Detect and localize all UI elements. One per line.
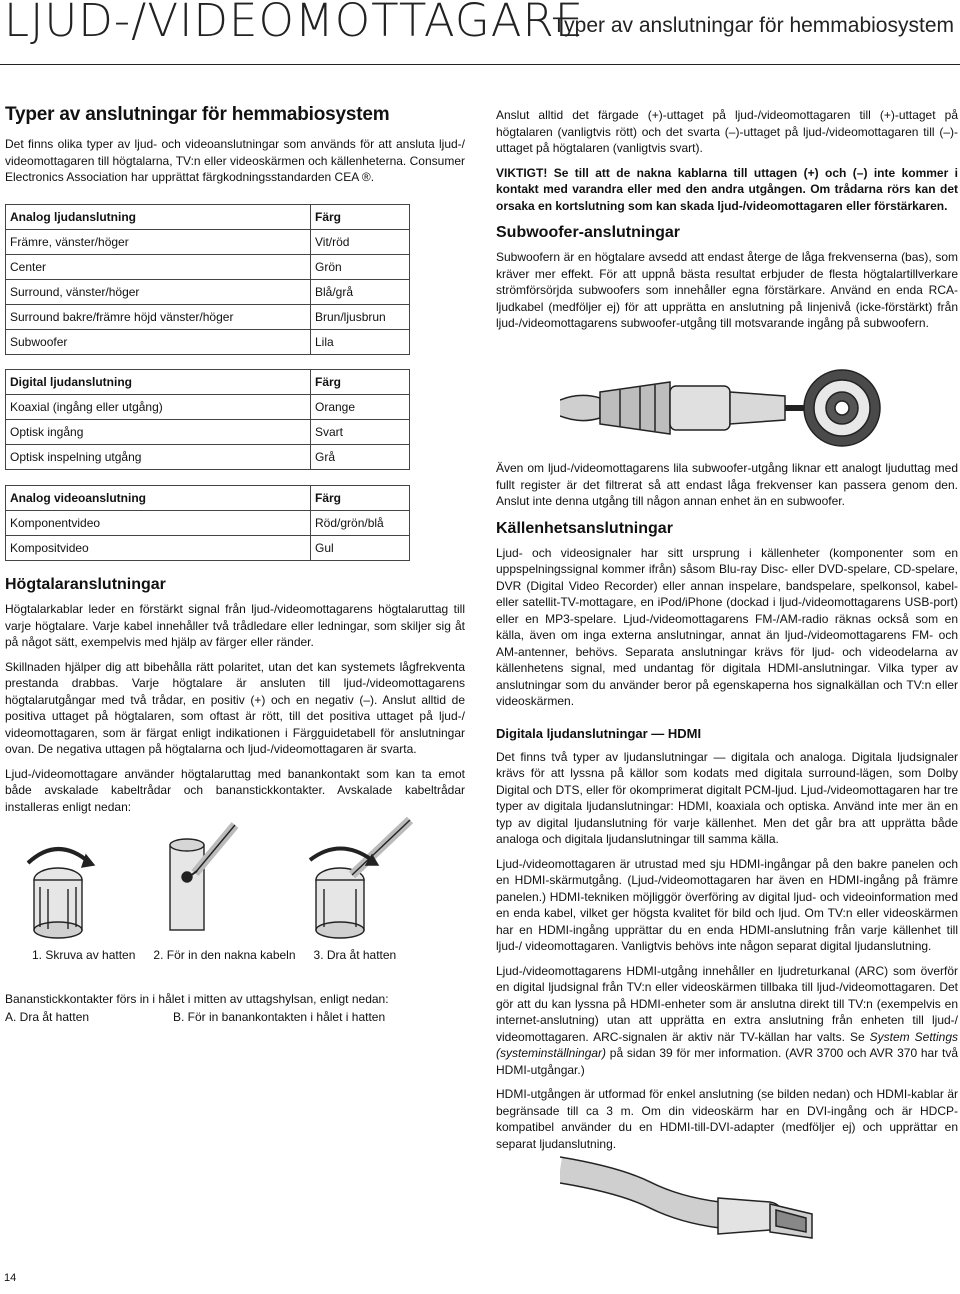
analog-audio-table-wrap [5, 204, 410, 355]
analog-video-table [5, 485, 410, 561]
binding-post-step-2 [170, 825, 235, 930]
hdmi-cable-illustration [560, 1140, 890, 1260]
table-cell: Röd/grön/blå [311, 511, 410, 536]
table-header-cell: Analog videoanslutning [6, 486, 311, 511]
binding-post-captions [32, 948, 396, 962]
table-row [6, 420, 410, 445]
digital-audio-table [5, 369, 410, 470]
rca-plug-illustration [560, 362, 890, 454]
table-cell: Center [6, 255, 311, 280]
table-row [6, 305, 410, 330]
table-cell: Brun/ljusbrun [311, 305, 410, 330]
table-cell: Surround, vänster/höger [6, 280, 311, 305]
table-cell: Surround bakre/främre höjd vänster/höger [6, 305, 311, 330]
hdmi-paragraph-3-part-a: Ljud-/videomottagarens HDMI-utgång innehåller en ljudreturkanal (ARC) som överför en digital ljudsignal från TV:n eller videoskärmen tillbaka till ljud-/videomottagaren. Det gör att du kan lyssna på HDMI-enheter som är anslutna direkt till TV:n (exempelvis en internet-anslutning) utan att upprätta en extra anslutning från enheten till ljud-/ videomottagaren. ARC-signalen är aktiv när TV-källan har valts. Se [496, 963, 958, 1044]
section-heading-sources: Källenhetsanslutningar [496, 519, 673, 537]
warning-paragraph [496, 165, 958, 215]
banana-label-a: A. Dra åt hatten [5, 1010, 90, 1024]
hdmi-paragraph-3-part-b: på sidan 39 för mer information. (AVR 3700 och AVR 370 har två HDMI-utgångar.) [496, 1046, 958, 1077]
table-header-cell: Digital ljudanslutning [6, 370, 311, 395]
page-number: 14 [4, 1272, 17, 1284]
system-settings-reference: System Settings (systeminställningar) [496, 1029, 959, 1060]
table-cell: Orange [311, 395, 410, 420]
hdmi-paragraph-2: Ljud-/videomottagaren är utrustad med sju HDMI-ingångar på den bakre panelen och en HDMI-skärmutgång. (Ljud-/videomottagaren har även en HDMI-ingång på främre panelen.) HDMI-tekniken möjliggör överföring av digital ljud- och videoinformation med en enda kabel, vilket ger högsta kvalitet för bild och ljud. Om TV:n eller videoskärmen har en HDMI-ingång upprättar du en enda HDMI-anslutning från varje källenhet till ljud-/ videomottagaren. Vanligtvis behövs inte någon separat digital ljudanslutning. [496, 856, 958, 953]
page-subtitle: Typer av anslutningar för hemmabiosystem [552, 14, 954, 37]
table-cell: Komponentvideo [6, 511, 311, 536]
table-cell: Optisk ingång [6, 420, 311, 445]
table-cell: Koaxial (ingång eller utgång) [6, 395, 311, 420]
binding-post-step-1 [28, 849, 94, 938]
table-row [6, 511, 410, 536]
speaker-connections-section [5, 566, 465, 823]
table-cell: Grön [311, 255, 410, 280]
speakers-paragraph-3: Ljud-/videomottagare använder högtalaruttag med banankontakt som kan ta emot både avskalade kabeltrådar och bananstickkontakter. Avskalade kabeltrådar installeras enligt nedan: [5, 766, 465, 814]
speakers-paragraph-1: Högtalarkablar leder en förstärkt signal från ljud-/videomottagarens högtalaruttag till varje högtalare. Varje kabel innehåller två trådledare eller ledningar, som skiljer sig åt på något sätt, exempelvis med hjälp av färger eller ränder. [5, 602, 465, 649]
table-cell: Blå/grå [311, 280, 410, 305]
table-row [6, 255, 410, 280]
table-cell: Optisk inspelning utgång [6, 445, 311, 470]
table-cell: Subwoofer [6, 330, 311, 355]
table-cell: Grå [311, 445, 410, 470]
warning-label: VIKTIGT! [496, 165, 548, 180]
page-title: LJUD-/VIDEOMOTTAGARE [4, 0, 585, 47]
polarity-paragraph: Anslut alltid det färgade (+)-uttaget på ljud-/videomottagaren till (+)-uttaget på högtalaren (vanligtvis rött) och det svarta (–)-uttaget på ljud-/videomottagaren till (–)-uttaget på högtalaren (vanligtvis svart). [496, 108, 958, 155]
table-header-cell: Färg [311, 486, 410, 511]
hdmi-paragraph-3 [496, 963, 958, 1079]
right-column [496, 107, 958, 340]
intro-paragraph: Det finns olika typer av ljud- och videoanslutningar som används för att ansluta ljud-/ videomottagaren till högtalarna, TV:n eller videoskärmen och källenheterna. Consumer Electronics Association har upprättat färgkodningsstandarden CEA ®. [5, 137, 465, 184]
table-cell: Lila [311, 330, 410, 355]
table-cell: Svart [311, 420, 410, 445]
hdmi-paragraph-1: Det finns två typer av ljudanslutningar — digitala och analoga. Digitala ljudsignaler krävs för att lyssna på källor som kodats med digitala surround-lägen, som Dolby Digital och DTS, eller för okomprimerat digitalt PCM-ljud. Ljud-/videomottagaren har tre typer av digitala ljudanslutningar: HDMI, koaxiala och optiska. Använd inte mer än en typ av digital ljudanslutning för varje källenhet. Men det går bra att upprätta både analoga och digitala ljudanslutningar till samma källa. [496, 749, 958, 846]
section-heading-connection-types: Typer av anslutningar för hemmabiosystem [5, 104, 390, 125]
table-header-row [6, 370, 410, 395]
table-cell: Vit/röd [311, 230, 410, 255]
table-header-row [6, 205, 410, 230]
table-header-cell: Analog ljudanslutning [6, 205, 311, 230]
right-column-lower [496, 460, 958, 1160]
table-cell: Gul [311, 536, 410, 561]
banana-label-b: B. För in banankontakten i hålet i hatten [173, 1010, 386, 1024]
warning-text: Se till att de nakna kablarna till uttagen (+) och (–) inte kommer i kontakt med varandra eller med den andra utgången. Om trådarna rörs kan det orsaka en kortslutning som kan skada ljud-/videomottagaren eller förstärkaren. [496, 165, 958, 213]
analog-video-table-wrap [5, 485, 410, 561]
table-row [6, 280, 410, 305]
subwoofer-paragraph-2: Även om ljud-/videomottagarens lila subwoofer-utgång liknar ett analogt ljuduttag med fullt register är det filtrerat så att endast låga frekvenser kan passera genom den. Anslut inte denna utgång till någon annan enhet än en subwoofer. [496, 461, 958, 508]
subwoofer-paragraph: Subwoofern är en högtalare avsedd att endast återge de låga frekvenserna (bas), som kräver mer effekt. För att uppnå bästa resultat erbjuder de flesta högtalartillverkare strömförsörjda subwoofers som innehåller egna förstärkare. Använd en enda RCA-ljudkabel (medföljer ej) för att upprätta en anslutning på linjenivå (icke-förstärkt) från ljud-/videomottagarens subwoofer-utgång till motsvarande ingång på subwoofern. [496, 250, 958, 330]
page-header [0, 0, 960, 72]
banana-labels [5, 1008, 465, 1026]
left-column [5, 104, 465, 194]
banana-plug-section [5, 990, 465, 1026]
section-heading-subwoofer: Subwoofer-anslutningar [496, 224, 680, 241]
binding-post-illustration [20, 815, 440, 940]
table-header-row [6, 486, 410, 511]
table-header-cell: Färg [311, 205, 410, 230]
header-rule [0, 64, 960, 65]
table-row [6, 445, 410, 470]
table-cell: Kompositvideo [6, 536, 311, 561]
table-row [6, 230, 410, 255]
table-row [6, 330, 410, 355]
caption-step-2: 2. För in den nakna kabeln [153, 948, 296, 962]
table-row [6, 536, 410, 561]
caption-step-1: 1. Skruva av hatten [32, 948, 136, 962]
analog-audio-table [5, 204, 410, 355]
hdmi-paragraph-4: HDMI-utgången är utformad för enkel anslutning (se bilden nedan) och HDMI-kablar är begränsade till ca 3 m. Om din videoskärm har en DVI-ingång och är HDCP-kompatibel använder du en HDMI-till-DVI-adapter (medföljer ej) och upprättar en separat ljudanslutning. [496, 1087, 958, 1151]
section-heading-hdmi: Digitala ljudanslutningar — HDMI [496, 725, 702, 741]
caption-step-3: 3. Dra åt hatten [313, 948, 397, 962]
binding-post-step-3 [310, 820, 410, 938]
speakers-paragraph-2: Skillnaden hjälper dig att bibehålla rätt polaritet, utan det kan systemets lågfrekventa prestanda drabbas. Varje högtalare är ansluten till ljud-/videomottagarens högtalarutgångar med två trådar, en positiv (+) och en negativ (–). Anslut alltid de positiva uttaget på högtalaren, som oftast är rött, till det positiva uttaget på ljud-/ videomottagaren, som är färgat enligt indikationen i Färgguidetabell för anslutningar ovan. De negativa uttagen på högtalarna och ljud-/videomottagaren är svarta. [5, 659, 465, 756]
table-row [6, 395, 410, 420]
sources-paragraph: Ljud- och videosignaler har sitt ursprung i källenheter (komponenter som en uppspelningssignal kommer ifrån) såsom Blu-ray Disc- eller DVD-spelare, CD-spelare, DVR (Digital Video Recorder) eller annan inspelare, bandspelare, spelkonsol, kabel- eller satellit-TV-mottagare, en iPod/iPhone (dockad i ljud-/videomottagarens USB-port) eller en MP3-spelare. Ljud-/videomottagarens FM-/AM-radio räknas också som en källa, även om inga externa anslutningar, annat än ljud-/videomottagarens FM- och AM-antenner, behövs. Separata anslutningar krävs för ljud- och videodelarna av källenhetens signal, med undantag för digitala HDMI-anslutningar. Vilka typer av anslutningar som du använder beror på egenskaperna hos signalkällan och TV:n eller videoskärmen. [496, 545, 958, 708]
digital-audio-table-wrap [5, 369, 410, 470]
section-heading-speakers: Högtalaranslutningar [5, 576, 166, 593]
table-cell: Främre, vänster/höger [6, 230, 311, 255]
banana-intro: Bananstickkontakter förs in i hålet i mitten av uttagshylsan, enligt nedan: [5, 992, 389, 1006]
table-header-cell: Färg [311, 370, 410, 395]
